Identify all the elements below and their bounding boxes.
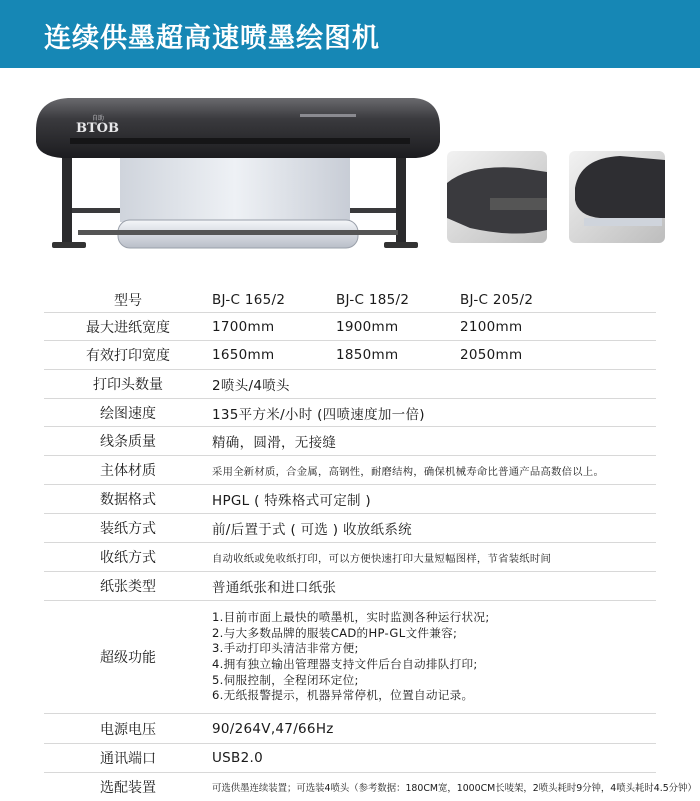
spec-label: 数据格式 [100, 492, 156, 508]
spec-row-options [44, 773, 697, 801]
page-title: 连续供墨超高速喷墨绘图机 [44, 23, 380, 54]
spec-row-paper-collect [44, 543, 656, 572]
spec-label: 打印头数量 [93, 377, 163, 393]
title-banner [0, 0, 700, 68]
spec-value: 自动收纸或免收纸打印，可以方便快速打印大量短幅图样，节省装纸时间 [212, 552, 552, 565]
side-detail-photo-1 [447, 151, 547, 243]
spec-label: 线条质量 [100, 434, 156, 450]
spec-row-speed [44, 399, 656, 427]
feature-item: 3.手动打印头清洁非常方便; [212, 641, 359, 656]
max-width-2: 1900mm [336, 318, 399, 335]
side-detail-photo-2 [569, 151, 665, 243]
feature-item: 4.拥有独立输出管理器支持文件后台自动排队打印; [212, 657, 478, 671]
model-3: BJ-C 205/2 [460, 291, 534, 308]
spec-value: 135平方米/小时 (四喷速度加一倍) [212, 406, 425, 423]
spec-label: 主体材质 [100, 463, 156, 479]
spec-label: 最大进纸宽度 [86, 319, 170, 336]
spec-row-data-format [44, 485, 656, 514]
spec-value: USB2.0 [212, 750, 263, 766]
spec-label: 电源电压 [100, 721, 156, 738]
spec-row-paper-type [44, 572, 656, 601]
spec-row-paper-loading [44, 514, 656, 543]
spec-label: 绘图速度 [100, 405, 156, 422]
spec-value: 可选供墨连续装置；可选装4喷头（参考数据：180CM宽，1000CM长唛架，2喷头耗时9分钟，4喷头耗时4.5分钟） [212, 783, 697, 794]
spec-value: 90/264V,47/66Hz [212, 720, 334, 737]
brand-logo: BTOB [76, 121, 119, 136]
spec-value: 前/后置于式 ( 可选 ) 收放纸系统 [212, 522, 412, 538]
spec-row-line-quality [44, 427, 656, 456]
product-photos [0, 68, 700, 280]
feature-item: 2.与大多数品牌的服装CAD的HP-GL文件兼容; [212, 625, 458, 640]
spec-value: 采用全新材质，合金属，高钢性，耐磨结构，确保机械寿命比普通产品高数倍以上。 [212, 465, 605, 478]
spec-label: 型号 [114, 292, 142, 309]
spec-row-heads [44, 370, 656, 399]
svg-text:自助: 自助 [92, 115, 105, 122]
spec-row-max-width [44, 313, 656, 341]
spec-label: 纸张类型 [100, 579, 156, 595]
spec-label: 装纸方式 [100, 521, 156, 537]
spec-value [212, 292, 656, 308]
feature-list [212, 610, 656, 704]
spec-row-features [44, 601, 656, 714]
spec-row-port [44, 744, 656, 773]
spec-label: 通讯端口 [100, 751, 156, 767]
spec-table [44, 287, 697, 801]
plotter-main-photo [0, 68, 700, 280]
spec-value [212, 319, 656, 335]
feature-item: 1.目前市面上最快的喷墨机，实时监测各种运行状况; [212, 610, 490, 625]
spec-label: 超级功能 [100, 650, 156, 666]
feature-item: 5.伺服控制，全程闭环定位; [212, 672, 359, 687]
spec-row-model [44, 287, 656, 313]
spec-value: 普通纸张和进口纸张 [212, 580, 337, 596]
model-1: BJ-C 165/2 [212, 291, 286, 308]
spec-value [212, 347, 656, 363]
print-width-1: 1650mm [212, 347, 275, 363]
spec-value: HPGL ( 特殊格式可定制 ) [212, 493, 371, 509]
print-width-3: 2050mm [460, 347, 523, 363]
spec-label: 选配装置 [100, 780, 156, 796]
model-2: BJ-C 185/2 [336, 291, 410, 308]
max-width-3: 2100mm [460, 318, 523, 335]
spec-label: 有效打印宽度 [86, 348, 170, 364]
spec-row-print-width [44, 341, 656, 370]
spec-value: 2喷头/4喷头 [212, 378, 290, 394]
max-width-1: 1700mm [212, 318, 275, 335]
spec-row-body-material [44, 456, 656, 485]
spec-label: 收纸方式 [100, 550, 156, 566]
print-width-2: 1850mm [336, 347, 399, 363]
feature-item: 6.无纸报警提示，机器异常停机，位置自动记录。 [212, 688, 474, 703]
spec-row-power [44, 714, 656, 744]
spec-value: 精确，圆滑，无接缝 [212, 435, 337, 451]
